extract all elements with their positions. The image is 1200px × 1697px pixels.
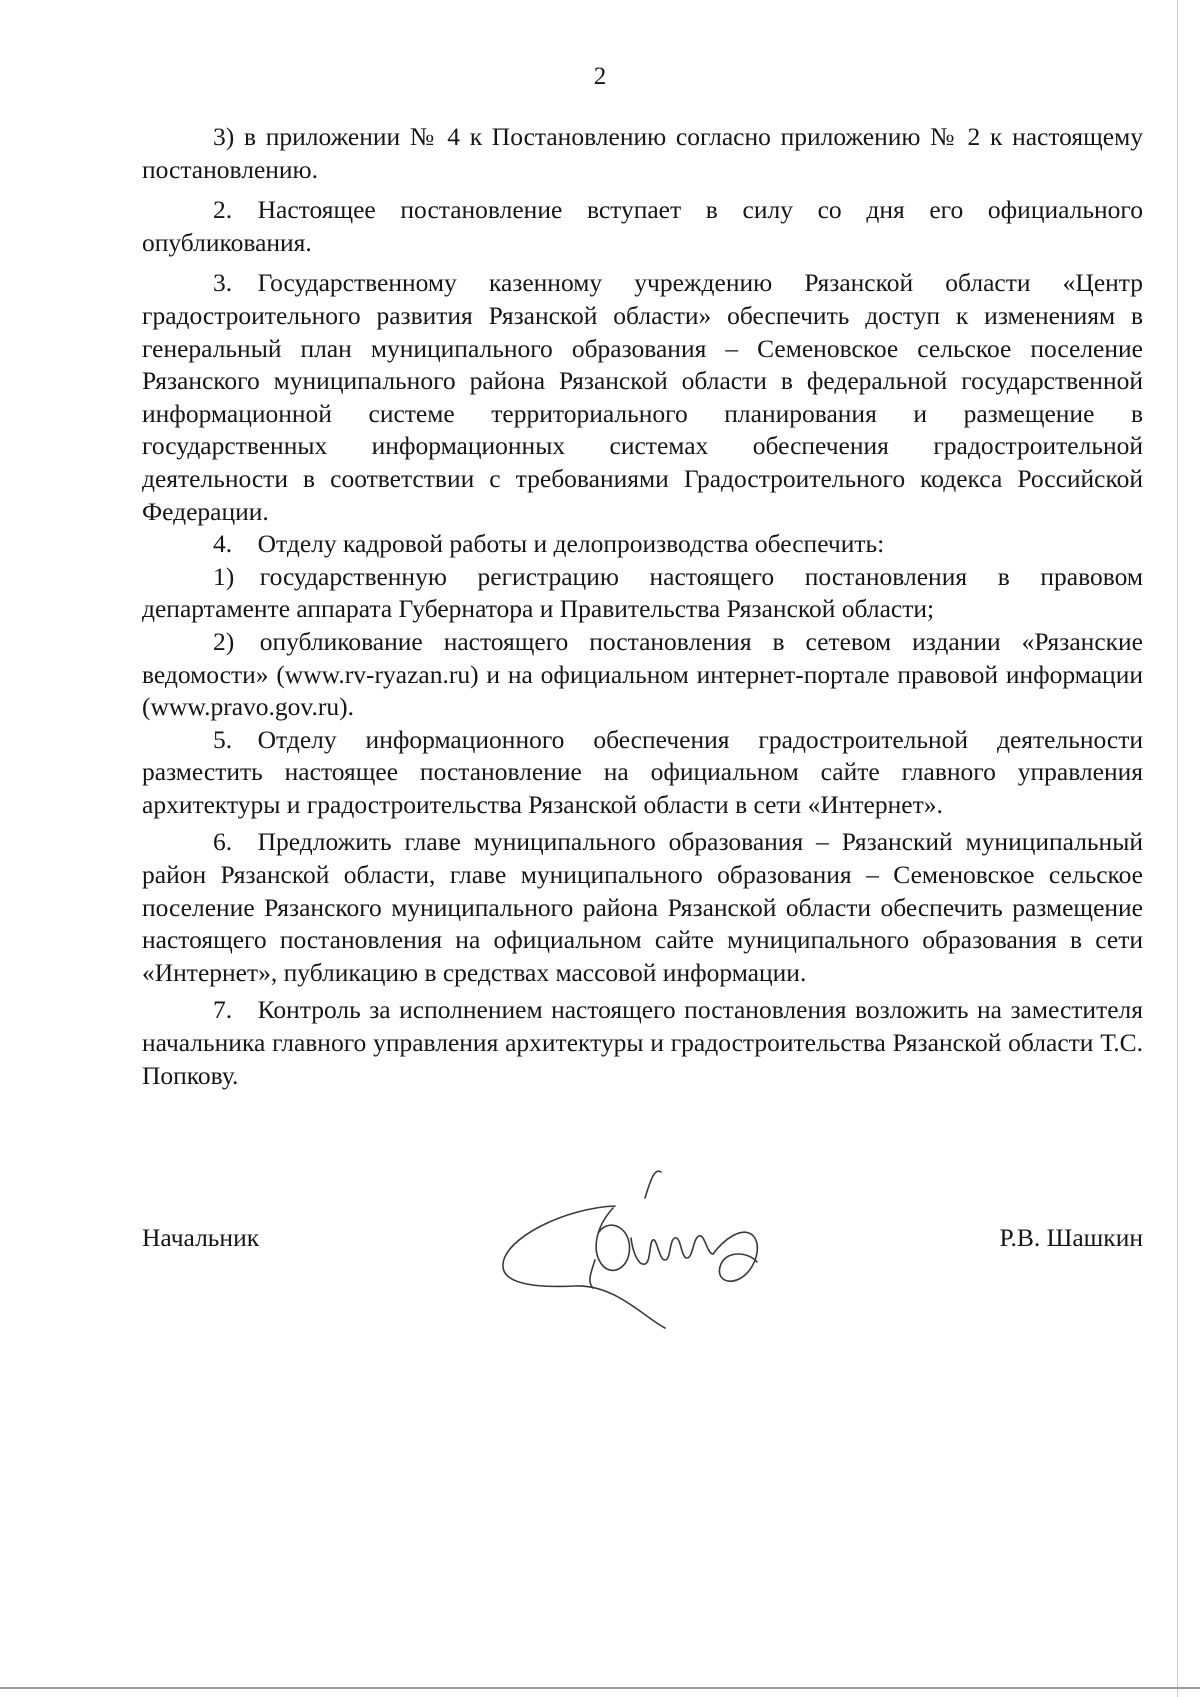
signatory-name: Р.В. Шашкин xyxy=(999,1223,1143,1252)
signatory-title: Начальник xyxy=(142,1223,260,1252)
paragraph-2-effective-date: 2. Настоящее постановление вступает в силу со дня его официального опубликования. xyxy=(142,195,1143,257)
scan-edge-right xyxy=(1177,0,1178,1697)
paragraph-4-department: 4. Отделу кадровой работы и делопроизводства обеспечить: xyxy=(213,529,885,559)
paragraph-4-2-publication: 2) опубликование настоящего постановления в сетевом издании «Рязанские ведомости» (www.rv-ryazan.ru) и на официальном интернет-портале правовой информации (www.pravo.gov.ru). xyxy=(142,626,1143,722)
page-number: 2 xyxy=(593,63,607,90)
paragraph-3-access: 3. Государственному казенному учреждению Рязанской области «Центр градостроительного развития Рязанской области» обеспечить доступ к изменениям в генеральный план муниципального образования – Семеновское сельское поселение Рязанского муниципального района Рязанской области в федеральной государственной информационной системе территориального планирования и размещение в государственных информационных системах обеспечения градостроительной деятельности в соответствии с требованиями Градостроительного кодекса Российской Федерации. xyxy=(142,268,1143,526)
paragraph-item-3-appendix: 3) в приложении № 4 к Постановлению согласно приложению № 2 к настоящему постановлению. xyxy=(142,122,1143,184)
handwritten-signature xyxy=(495,1168,815,1338)
paragraph-7-control: 7. Контроль за исполнением настоящего постановления возложить на заместителя начальника главного управления архитектуры и градостроительства Рязанской области Т.С. Попкову. xyxy=(142,995,1143,1090)
scan-edge-bottom xyxy=(0,1687,1200,1689)
paragraph-6-municipal: 6. Предложить главе муниципального образования – Рязанский муниципальный район Рязанской области, главе муниципального образования – Семеновское сельское поселение Рязанского муниципального района Рязанской области обеспечить размещение настоящего постановления на официальном сайте муниципального образования в сети «Интернет», публикацию в средствах массовой информации. xyxy=(142,827,1143,987)
document-body xyxy=(142,121,1143,1092)
paragraph-4-1-registration: 1) государственную регистрацию настоящего постановления в правовом департаменте аппарата Губернатора и Правительства Рязанской области; xyxy=(142,561,1143,624)
paragraph-5-website: 5. Отделу информационного обеспечения градостроительной деятельности разместить настоящее постановление на официальном сайте главного управления архитектуры и градостроительства Рязанской области в сети «Интернет». xyxy=(142,724,1143,819)
